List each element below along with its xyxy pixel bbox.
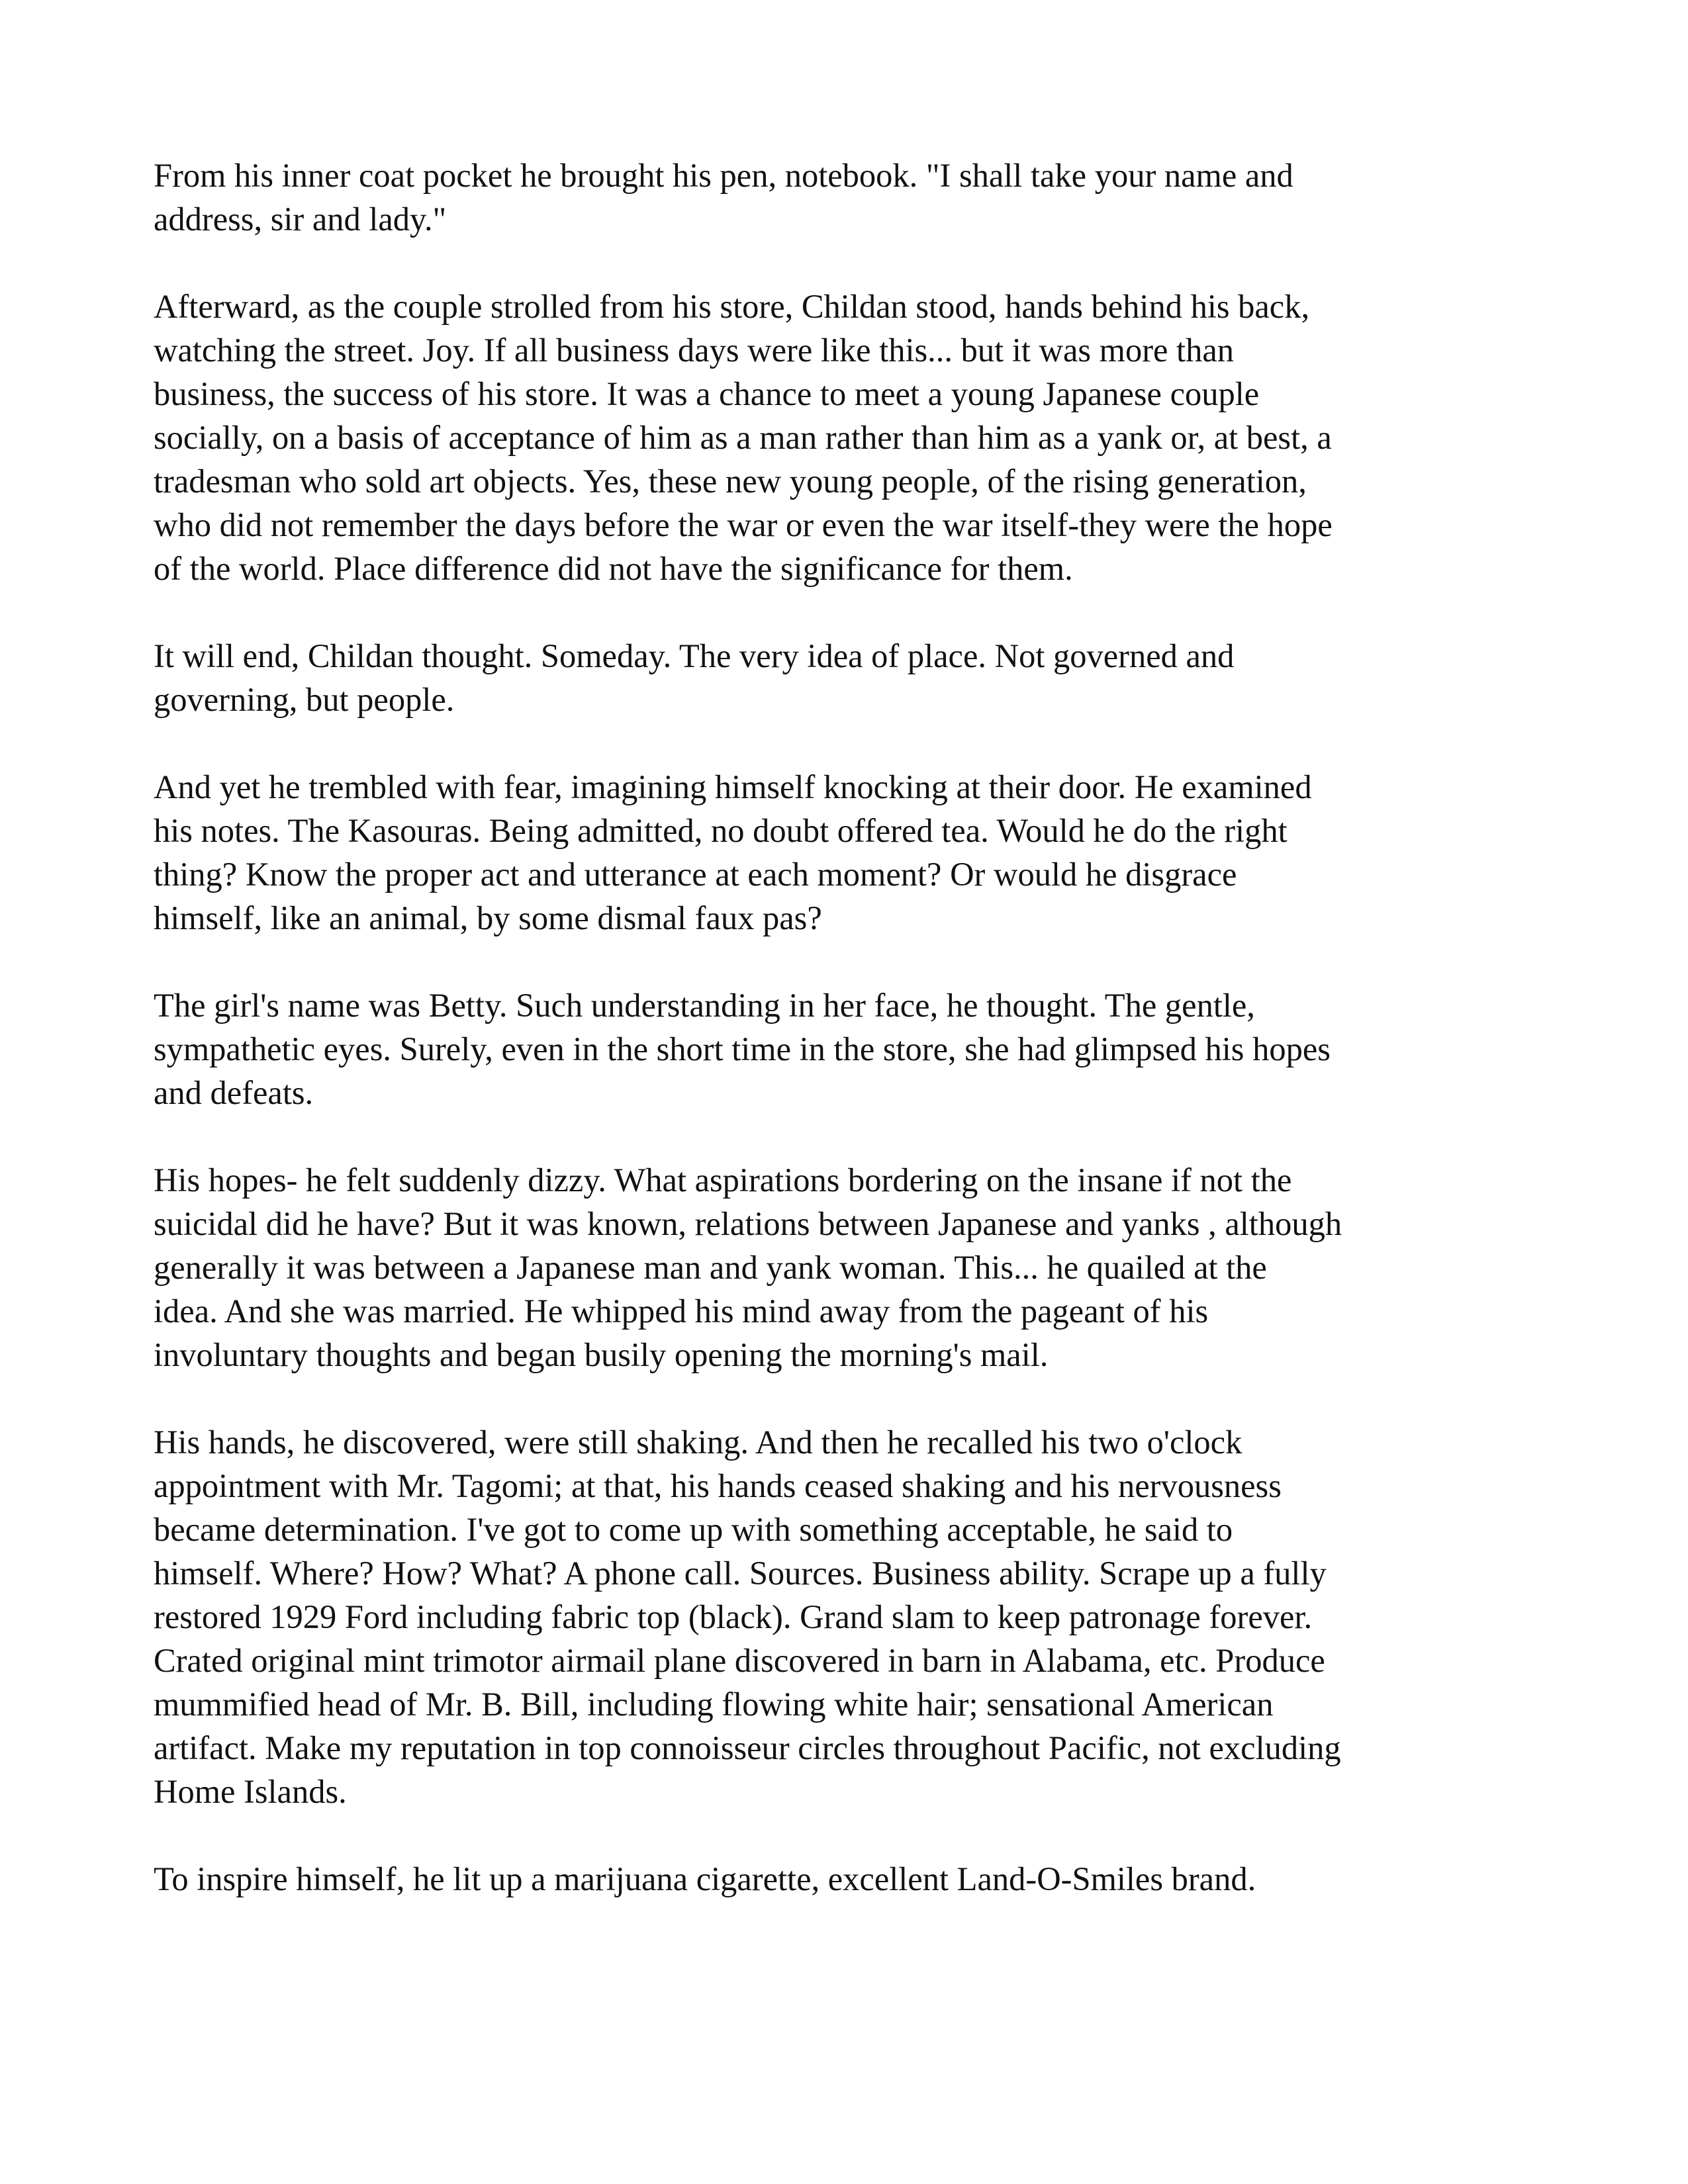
paragraph-it-will-end: It will end, Childan thought. Someday. The very idea of place. Not governed and governing, but people. (154, 637, 1235, 718)
paragraph-his-hopes: His hopes- he felt suddenly dizzy. What aspirations bordering on the insane if not the suicidal did he have? But it was known, relations between Japanese and yanks , although generally it was between a Japanese man and yank woman. This... he quailed at the idea. And she was married. He whipped his mind away from the pageant of his involuntary thoughts and began busily opening the morning's mail. (154, 1161, 1342, 1373)
paragraph-hands-shaking: His hands, he discovered, were still shaking. And then he recalled his two o'clock appointment with Mr. Tagomi; at that, his hands ceased shaking and his nervousness became determination. I've got to come up with something acceptable, he said to himself. Where? How? What? A phone call. Sources. Business ability. Scrape up a fully restored 1929 Ford including fabric top (black). Grand slam to keep patronage forever. Crated original mint trimotor airmail plane discovered in barn in Alabama, etc. Produce mummified head of Mr. B. Bill, including flowing white hair; sensational American artifact. Make my reputation in top connoisseur circles throughout Pacific, not excluding Home Islands. (154, 1424, 1341, 1810)
paragraph-trembled-with-fear: And yet he trembled with fear, imagining himself knocking at their door. He examined his notes. The Kasouras. Being admitted, no doubt offered tea. Would he do the right thing? Know the proper act and utterance at each moment? Or would he disgrace himself, like an animal, by some dismal faux pas? (154, 768, 1312, 936)
paragraph-inspire-himself: To inspire himself, he lit up a marijuana cigarette, excellent Land-O-Smiles brand. (154, 1860, 1256, 1897)
paragraph-pen-notebook: From his inner coat pocket he brought his pen, notebook. "I shall take your name and address, sir and lady." (154, 157, 1293, 238)
document-page (154, 154, 1530, 1944)
paragraph-afterward: Afterward, as the couple strolled from his store, Childan stood, hands behind his back, watching the street. Joy. If all business days were like this... but it was more than business, the success of his store. It was a chance to meet a young Japanese couple socially, on a basis of acceptance of him as a man rather than him as a yank or, at best, a tradesman who sold art objects. Yes, these new young people, of the rising generation, who did not remember the days before the war or even the war itself-they were the hope of the world. Place difference did not have the significance for them. (154, 288, 1333, 587)
paragraph-betty: The girl's name was Betty. Such understanding in her face, he thought. The gentle, sympathetic eyes. Surely, even in the short time in the store, she had glimpsed his hopes and defeats. (154, 987, 1331, 1111)
